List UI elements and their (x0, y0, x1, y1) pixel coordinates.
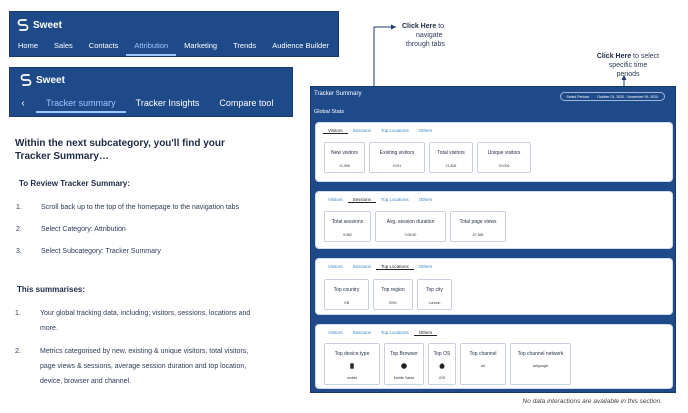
card-tab-visitors[interactable]: Visitors (328, 330, 343, 335)
card-tab-top-locations[interactable]: Top Locations (380, 128, 409, 133)
card-tab-visitors[interactable]: Visitors (323, 127, 348, 134)
back-chevron-icon[interactable]: ‹ (21, 97, 25, 109)
instructions-heading: Within the next subcategory, you'll find your Tracker Summary… (15, 138, 225, 162)
summary-title: This summarises: (17, 285, 86, 294)
metric-total-visitors: Total visitors 21,826 (429, 142, 473, 173)
card-tab-others[interactable]: Others (418, 264, 433, 269)
brand-name: Sweet (33, 19, 62, 31)
card-tab-others[interactable]: Others (418, 128, 433, 133)
apple-icon (439, 363, 445, 369)
metric-top-country: Top country GB (324, 279, 369, 310)
nav-item-audience-builder[interactable]: Audience Builder (272, 41, 329, 50)
metric-total-sessions: Total sessions 9,962 (324, 211, 371, 242)
tabs-arrow-head (391, 25, 396, 30)
card-tab-top-locations[interactable]: Top Locations (380, 330, 409, 335)
safari-icon (401, 363, 407, 369)
visitors-card (315, 122, 673, 182)
metric-top-os: Top OS iOS (428, 343, 456, 385)
nav-item-attribution[interactable]: Attribution (126, 38, 176, 56)
metric-existing-visitors: Existing visitors 9,921 (369, 142, 425, 173)
mobile-icon (349, 363, 355, 369)
period-selector[interactable] (560, 92, 665, 101)
metric-top-browser: Top Browser Mobile Safari (384, 343, 424, 385)
card-tab-others[interactable]: Others (418, 197, 433, 202)
card-tab-visitors[interactable]: Visitors (328, 197, 343, 202)
tabs-annotation: Click Here to navigate through tabs (402, 23, 445, 48)
card-tab-sessions[interactable]: Sessions (348, 196, 376, 203)
others-card (315, 324, 673, 389)
card-tab-top-locations[interactable]: Top Locations (380, 197, 409, 202)
top-locations-card (315, 258, 673, 315)
tracker-summary-panel (310, 86, 676, 393)
card-tab-top-locations[interactable]: Top Locations (376, 263, 414, 270)
nav-item-contacts[interactable]: Contacts (88, 41, 119, 50)
metric-top-channel: Top channel ad (460, 343, 506, 385)
tab-tracker-summary[interactable]: Tracker summary (36, 93, 126, 113)
card-tab-sessions[interactable]: Sessions (352, 264, 371, 269)
review-title: To Review Tracker Summary: (19, 179, 131, 188)
select-periods-label: Select Periods (566, 94, 590, 99)
card-tab-visitors[interactable]: Visitors (328, 264, 343, 269)
card-tab-sessions[interactable]: Sessions (352, 330, 371, 335)
footer-note: No data interactions are available in this section. (522, 398, 662, 405)
dashboard-title: Tracker Summary (314, 91, 362, 97)
card-tab-others[interactable]: Others (414, 329, 438, 336)
brand-name: Sweet (36, 74, 65, 86)
global-stats-label: Global Stats (314, 109, 344, 115)
metric-top-region: Top region ENG (373, 279, 413, 310)
nav-item-home[interactable]: Home (18, 41, 39, 50)
sessions-card (315, 191, 673, 249)
tab-compare-tool[interactable]: Compare tool (219, 98, 274, 108)
metric-unique-visitors: Unique visitors 20,004 (477, 142, 531, 173)
time-annotation: Click Here to select specific time periods (596, 53, 660, 78)
metric-new-visitors: New visitors 11,905 (324, 142, 365, 173)
card-tab-sessions[interactable]: Sessions (352, 128, 371, 133)
metric-total-page-views: Total page views 67,365 (450, 211, 506, 242)
nav-item-sales[interactable]: Sales (54, 41, 73, 50)
tab-tracker-insights[interactable]: Tracker Insights (135, 98, 200, 108)
nav-item-trends[interactable]: Trends (233, 41, 257, 50)
nav-item-marketing[interactable]: Marketing (184, 41, 218, 50)
metric-avg-session-duration: Avg. session duration 0:05:50 (375, 211, 446, 242)
metric-top-device-type: Top device type mobile (324, 343, 380, 385)
metric-top-channel-network: Top channel network ad/google (510, 343, 571, 385)
metric-top-city: Top city London (417, 279, 452, 310)
date-range: October 01, 2020 - November 09, 2020 (597, 94, 658, 99)
